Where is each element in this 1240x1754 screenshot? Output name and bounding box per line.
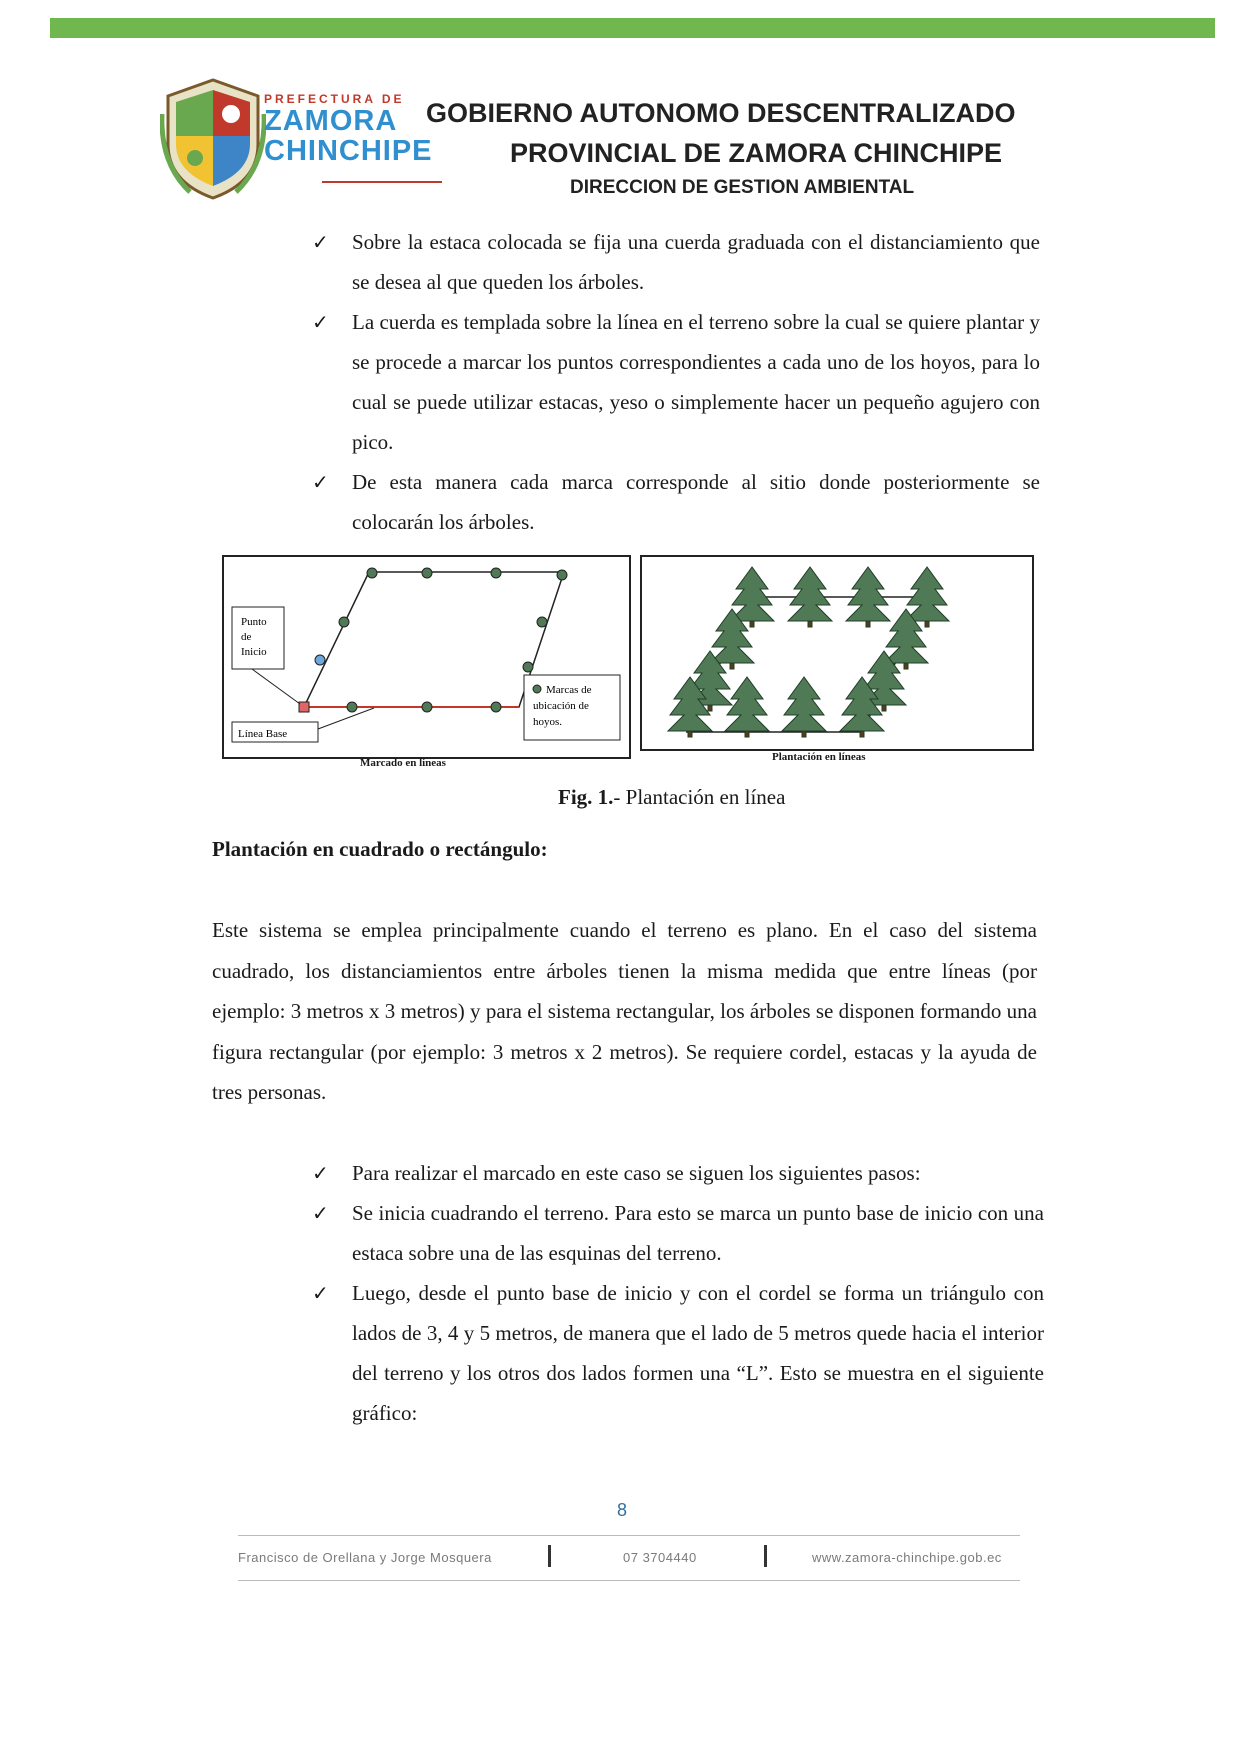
section-title: Plantación en cuadrado o rectángulo:	[212, 837, 548, 861]
bullet-text: De esta manera cada marca corresponde al sitio donde posteriormente se colocarán los árboles.	[352, 470, 1040, 534]
figure-left-caption: Marcado en líneas	[360, 757, 446, 769]
header-title-3: DIRECCION DE GESTION AMBIENTAL	[570, 177, 915, 198]
tree-icon	[782, 677, 826, 737]
hole-mark	[347, 702, 357, 712]
hole-mark	[491, 568, 501, 578]
hole-mark	[339, 617, 349, 627]
legend-text-1: Marcas de	[546, 684, 592, 696]
top-accent-bar	[50, 18, 1215, 38]
coat-of-arms-logo	[160, 74, 266, 202]
check-icon: ✓	[312, 1201, 329, 1225]
check-icon: ✓	[312, 310, 329, 334]
bullet-text: Sobre la estaca colocada se fija una cuerda graduada con el distanciamiento que se desea al que queden los árboles.	[352, 230, 1040, 294]
footer-divider-bottom	[238, 1580, 1020, 1581]
brand-line-2: CHINCHIPE	[264, 135, 433, 167]
legend-marker	[533, 685, 541, 693]
brand-wordmark	[264, 92, 433, 166]
check-icon: ✓	[312, 230, 329, 254]
footer-separator	[548, 1545, 551, 1567]
check-icon: ✓	[312, 470, 329, 494]
label-start-2: de	[241, 631, 252, 643]
hole-mark	[422, 568, 432, 578]
check-icon: ✓	[312, 1161, 329, 1185]
tree-icon	[725, 677, 769, 737]
list-item	[300, 1193, 1044, 1273]
check-icon: ✓	[312, 1281, 329, 1305]
marking-diagram	[224, 557, 629, 757]
footer-separator	[764, 1545, 767, 1567]
figure-caption	[558, 785, 785, 810]
start-point-marker	[299, 702, 309, 712]
bullet-text: Luego, desde el punto base de inicio y con el cordel se forma un triángulo con lados de 3, 4 y 5 metros, de manera que el lado de 5 metros quede hacia el interior del terreno y los otros dos lados formen una “L”. Esto se muestra en el siguiente gráfico:	[352, 1281, 1044, 1425]
hole-mark	[422, 702, 432, 712]
brand-prefix: PREFECTURA DE	[264, 92, 405, 106]
footer-phone: 07 3704440	[623, 1550, 697, 1565]
bullet-list-top	[300, 222, 1040, 542]
list-item	[300, 222, 1040, 302]
list-item	[300, 302, 1040, 462]
figure-planting-lines	[640, 555, 1034, 751]
hole-mark	[491, 702, 501, 712]
brand-line-1: ZAMORA	[264, 105, 398, 137]
figure-right-caption: Plantación en líneas	[772, 751, 866, 763]
section-paragraph: Este sistema se emplea principalmente cuando el terreno es plano. En el caso del sistema cuadrado, los distanciamientos entre árboles tienen la misma medida que entre líneas (por ejemplo: 3 metros x 3 metros) y para el sistema rectangular, los árboles se disponen formando una figura rectangular (por ejemplo: 3 metros x 2 metros). Se requiere cordel, estacas y la ayuda de tres personas.	[212, 918, 1037, 1104]
page-number: 8	[617, 1500, 628, 1520]
legend-text-3: hoyos.	[533, 716, 563, 728]
legend-text-2: ubicación de	[533, 700, 589, 712]
header-title-1: GOBIERNO AUTONOMO DESCENTRALIZADO	[426, 98, 1016, 128]
planting-diagram	[642, 557, 1032, 749]
label-base: Línea Base	[238, 728, 288, 740]
hole-mark	[367, 568, 377, 578]
hole-mark	[523, 662, 533, 672]
header-title-2: PROVINCIAL DE ZAMORA CHINCHIPE	[510, 138, 1003, 168]
bullet-text: La cuerda es templada sobre la línea en el terreno sobre la cual se quiere plantar y se procede a marcar los puntos correspondientes a cada uno de los hoyos, para lo cual se puede utilizar estacas, yeso o simplemente hacer un pequeño agujero con pico.	[352, 310, 1040, 454]
figure-caption-label: Fig. 1.	[558, 785, 614, 809]
header-divider	[322, 181, 442, 183]
hole-mark	[537, 617, 547, 627]
bullet-list-bottom	[300, 1153, 1044, 1433]
bullet-text: Para realizar el marcado en este caso se siguen los siguientes pasos:	[352, 1161, 921, 1185]
list-item	[300, 462, 1040, 542]
hole-mark	[315, 655, 325, 665]
label-start-1: Punto	[241, 616, 267, 628]
list-item	[300, 1273, 1044, 1433]
label-start-3: Inicio	[241, 646, 267, 658]
bullet-text: Se inicia cuadrando el terreno. Para esto se marca un punto base de inicio con una estaca sobre una de las esquinas del terreno.	[352, 1201, 1044, 1265]
figure-caption-text: - Plantación en línea	[613, 785, 786, 809]
footer-divider-top	[238, 1535, 1020, 1536]
list-item	[300, 1153, 1044, 1193]
footer-website[interactable]: www.zamora-chinchipe.gob.ec	[812, 1550, 1002, 1565]
hole-mark	[557, 570, 567, 580]
figure-marking-lines	[222, 555, 631, 759]
footer-address: Francisco de Orellana y Jorge Mosquera	[238, 1550, 492, 1565]
